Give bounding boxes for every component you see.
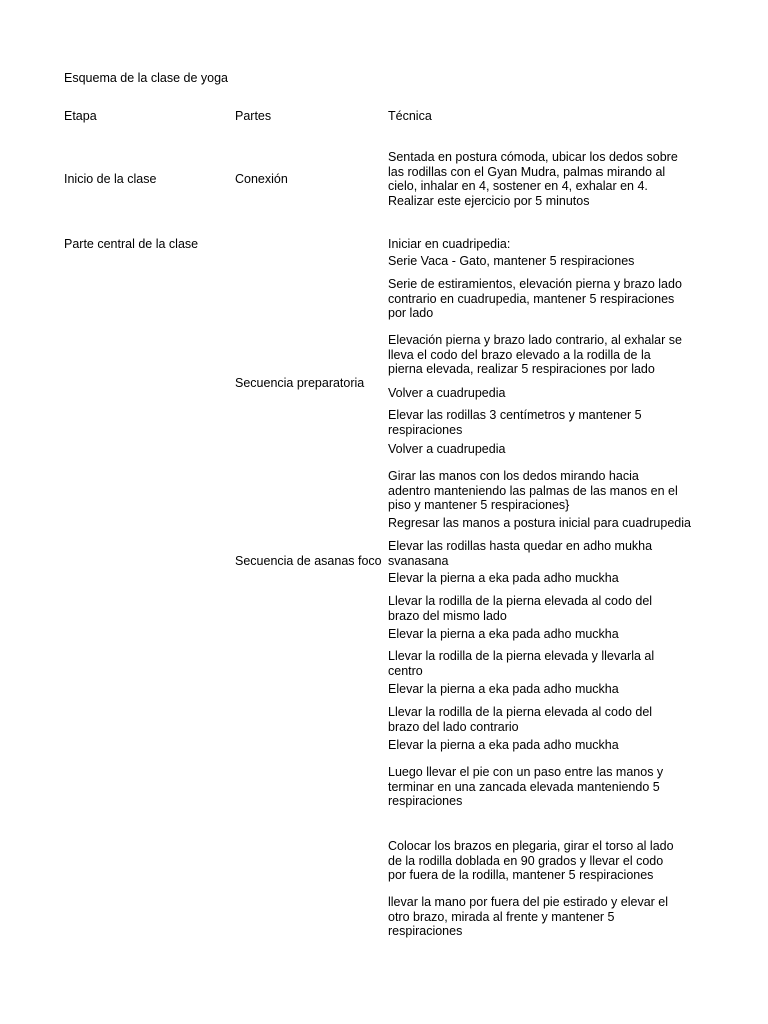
tecnica-line: centro bbox=[388, 663, 423, 678]
tecnica-line: piso y mantener 5 respiraciones} bbox=[388, 498, 570, 512]
tecnica-line: Serie Vaca - Gato, mantener 5 respiraciones bbox=[388, 254, 635, 268]
tecnica-line: llevar la mano por fuera del pie estirado y elevar el bbox=[388, 895, 669, 909]
tecnica-line: terminar en una zancada elevada manteniendo 5 bbox=[388, 779, 660, 794]
tecnica-line: Elevación pierna y brazo lado contrario, al exhalar se bbox=[388, 333, 682, 347]
tecnica-item bbox=[388, 594, 652, 623]
tecnica-line: por lado bbox=[388, 306, 434, 320]
tecnica-line: svanasana bbox=[388, 553, 449, 568]
tecnica-item bbox=[388, 254, 634, 269]
tecnica-line: Volver a cuadrupedia bbox=[388, 386, 506, 400]
tecnica-item bbox=[388, 539, 652, 568]
tecnica-line: Sentada en postura cómoda, ubicar los dedos sobre bbox=[388, 150, 678, 164]
tecnica-line: Elevar la pierna a eka pada adho muckha bbox=[388, 627, 619, 641]
tecnica-item bbox=[388, 895, 668, 939]
tecnica-line: Volver a cuadrupedia bbox=[388, 442, 506, 456]
tecnica-line: brazo del mismo lado bbox=[388, 608, 507, 623]
tecnica-line: Elevar la pierna a eka pada adho muckha bbox=[388, 571, 619, 585]
header-partes: Partes bbox=[235, 109, 272, 123]
tecnica-item bbox=[388, 738, 619, 753]
tecnica-item bbox=[388, 277, 682, 321]
tecnica-item bbox=[388, 408, 642, 437]
tecnica-line: pierna elevada, realizar 5 respiraciones por lado bbox=[388, 362, 655, 376]
tecnica-line: Colocar los brazos en plegaria, girar el torso al lado bbox=[388, 839, 674, 853]
tecnica-line: Realizar este ejercicio por 5 minutos bbox=[388, 193, 590, 208]
tecnica-item bbox=[388, 705, 652, 734]
tecnica-line: de la rodilla doblada en 90 grados y llevar el codo bbox=[388, 853, 664, 868]
tecnica-line: adentro manteniendo las palmas de las manos en el bbox=[388, 483, 678, 498]
parte-secuencia-asanas-foco: Secuencia de asanas foco bbox=[235, 554, 382, 568]
tecnica-line: respiraciones bbox=[388, 422, 463, 437]
etapa-inicio: Inicio de la clase bbox=[64, 172, 157, 186]
tecnica-line: las rodillas con el Gyan Mudra, palmas mirando al bbox=[388, 164, 666, 179]
tecnica-item bbox=[388, 682, 619, 697]
document-title: Esquema de la clase de yoga bbox=[64, 71, 228, 85]
tecnica-line: cielo, inhalar en 4, sostener en 4, exhalar en 4. bbox=[388, 179, 648, 193]
tecnica-item bbox=[388, 469, 678, 513]
tecnica-line: Elevar la pierna a eka pada adho muckha bbox=[388, 682, 619, 696]
tecnica-line: Llevar la rodilla de la pierna elevada al codo del bbox=[388, 705, 653, 719]
tecnica-line: Llevar la rodilla de la pierna elevada al codo del bbox=[388, 594, 653, 608]
tecnica-line: Girar las manos con los dedos mirando hacia bbox=[388, 469, 639, 483]
tecnica-line: Serie de estiramientos, elevación pierna y brazo lado bbox=[388, 277, 682, 291]
tecnica-line: otro brazo, mirada al frente y mantener 5 bbox=[388, 909, 615, 924]
tecnica-line: Regresar las manos a postura inicial para cuadrupedia bbox=[388, 516, 691, 530]
tecnica-line: Luego llevar el pie con un paso entre las manos y bbox=[388, 765, 664, 779]
tecnica-item bbox=[388, 765, 663, 809]
tecnica-line: Elevar las rodillas hasta quedar en adho mukha bbox=[388, 539, 653, 553]
tecnica-item bbox=[388, 839, 674, 883]
parte-secuencia-preparatoria: Secuencia preparatoria bbox=[235, 376, 365, 390]
tecnica-line: respiraciones bbox=[388, 794, 463, 808]
tecnica-item bbox=[388, 333, 682, 377]
tecnica-item bbox=[388, 386, 505, 401]
header-etapa: Etapa bbox=[64, 109, 97, 123]
tecnica-line: lleva el codo del brazo elevado a la rodilla de la bbox=[388, 347, 651, 362]
tecnica-item bbox=[388, 649, 654, 678]
tecnica-line: Elevar las rodillas 3 centímetros y mantener 5 bbox=[388, 408, 642, 422]
tecnica-line: Elevar la pierna a eka pada adho muckha bbox=[388, 738, 619, 752]
tecnica-line: Llevar la rodilla de la pierna elevada y llevarla al bbox=[388, 649, 655, 663]
parte-conexion: Conexión bbox=[235, 172, 288, 186]
tecnica-line: Iniciar en cuadripedia: bbox=[388, 237, 511, 251]
etapa-central: Parte central de la clase bbox=[64, 237, 199, 251]
tecnica-item bbox=[388, 516, 691, 531]
tecnica-line: contrario en cuadrupedia, mantener 5 respiraciones bbox=[388, 291, 675, 306]
tecnica-item bbox=[388, 627, 619, 642]
tecnica-line: por fuera de la rodilla, mantener 5 respiraciones bbox=[388, 868, 654, 882]
tecnica-line: brazo del lado contrario bbox=[388, 719, 519, 734]
tecnica-item bbox=[388, 571, 619, 586]
tecnica-item bbox=[388, 442, 505, 457]
tecnica-conexion bbox=[388, 150, 678, 208]
tecnica-item bbox=[388, 237, 510, 252]
header-tecnica: Técnica bbox=[388, 109, 432, 123]
tecnica-line: respiraciones bbox=[388, 924, 463, 938]
